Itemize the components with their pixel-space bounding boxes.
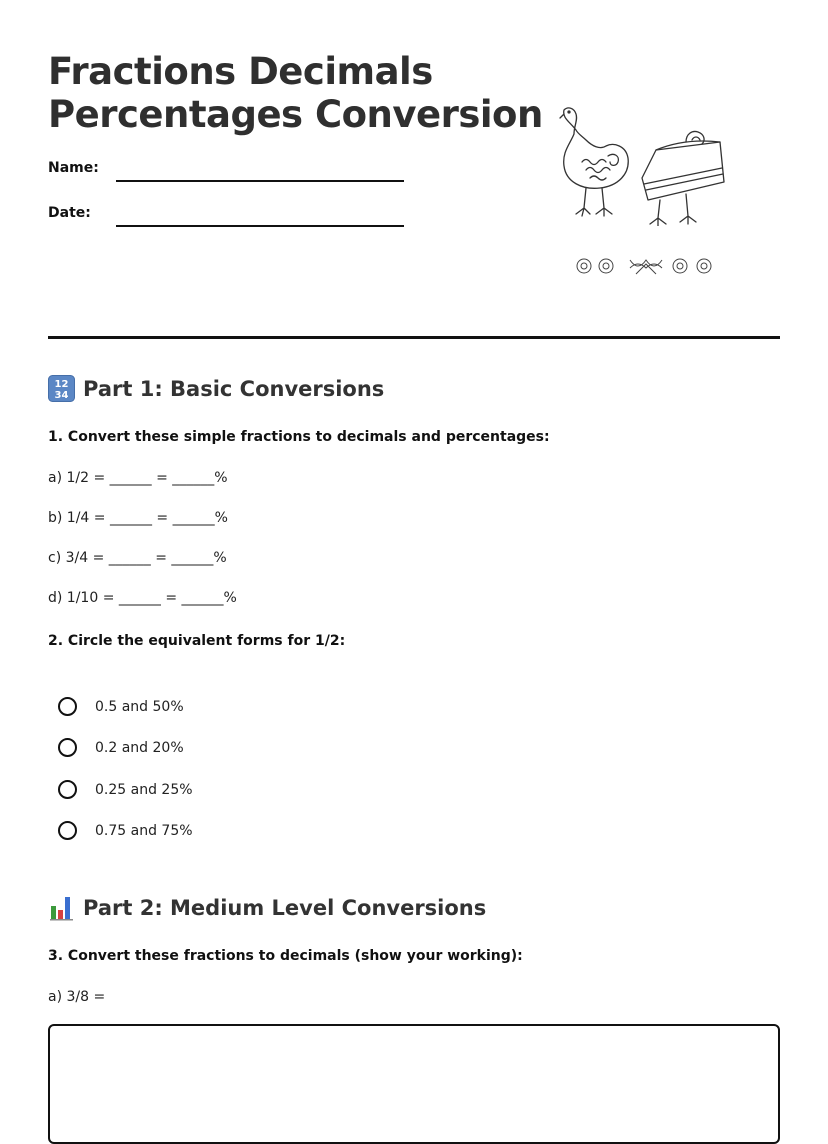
option-label: 0.2 and 20% (95, 739, 184, 756)
option-label: 0.5 and 50% (95, 698, 184, 715)
input-numbers-icon (48, 375, 75, 402)
name-field[interactable] (116, 180, 404, 182)
title-line-1: Fractions Decimals (48, 50, 433, 93)
svg-text:12: 12 (54, 379, 69, 390)
title-line-2: Percentages Conversion (48, 93, 543, 136)
part-2-heading: Part 2: Medium Level Conversions (83, 895, 487, 920)
radio-circle-icon[interactable] (58, 780, 77, 799)
radio-circle-icon[interactable] (58, 821, 77, 840)
working-answer-box[interactable] (48, 1024, 780, 1144)
turkey-drawing (560, 108, 628, 216)
option-item[interactable] (58, 821, 193, 840)
question-1-item-d: d) 1/10 = ______ = ______% (48, 590, 237, 606)
worksheet-title (48, 50, 543, 136)
svg-text:34: 34 (54, 390, 69, 401)
option-item[interactable] (58, 780, 193, 799)
header-divider (48, 336, 780, 339)
part-1-header (48, 375, 384, 402)
option-label: 0.25 and 25% (95, 781, 193, 798)
question-3: 3. Convert these fractions to decimals (show your working): (48, 948, 523, 964)
radio-circle-icon[interactable] (58, 697, 77, 716)
question-1-item-b: b) 1/4 = ______ = ______% (48, 510, 228, 526)
name-label: Name: (48, 160, 99, 176)
question-1-item-a: a) 1/2 = ______ = ______% (48, 470, 228, 486)
date-label: Date: (48, 205, 91, 221)
radio-circle-icon[interactable] (58, 738, 77, 757)
pie-slice-drawing (642, 131, 724, 226)
part-1-heading: Part 1: Basic Conversions (83, 376, 385, 401)
question-1: 1. Convert these simple fractions to decimals and percentages: (48, 429, 550, 445)
turkey-and-pie-illustration (552, 104, 730, 226)
ornament-divider-icon (572, 254, 720, 278)
option-label: 0.75 and 75% (95, 822, 193, 839)
question-3-item-a: a) 3/8 = (48, 989, 106, 1005)
bar-chart-icon (48, 894, 75, 921)
part-2-header (48, 894, 486, 921)
option-item[interactable] (58, 738, 184, 757)
question-2: 2. Circle the equivalent forms for 1/2: (48, 633, 346, 649)
option-item[interactable] (58, 697, 184, 716)
date-field[interactable] (116, 225, 404, 227)
question-1-item-c: c) 3/4 = ______ = ______% (48, 550, 227, 566)
